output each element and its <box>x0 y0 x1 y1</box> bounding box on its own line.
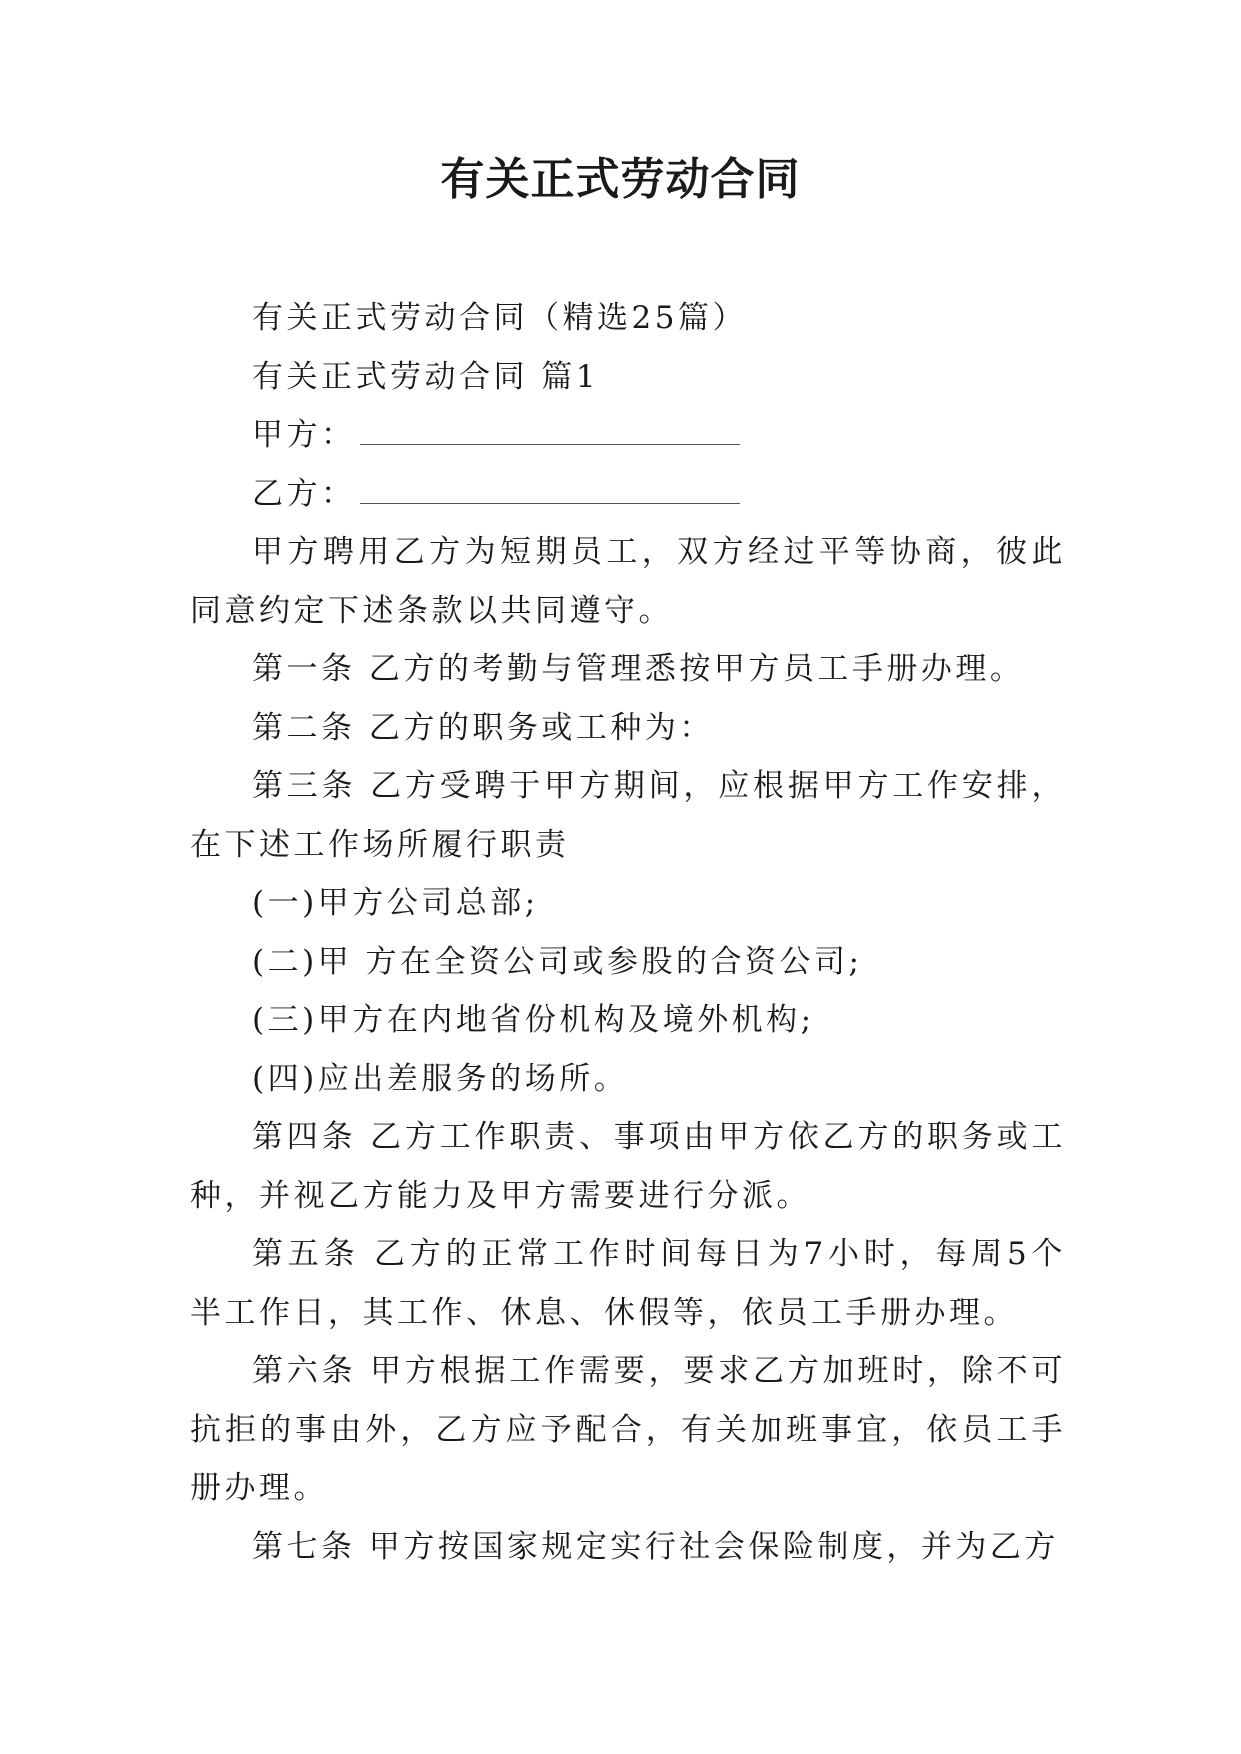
paragraph: 第二条 乙方的职务或工种为： <box>252 709 714 746</box>
paragraph: (四)应出差服务的场所。 <box>252 1060 629 1097</box>
paragraph: 第一条 乙方的考勤与管理悉按甲方员工手册办理。 <box>252 651 1025 687</box>
paragraph: (二)甲 方在全资公司或参股的合资公司; <box>252 943 863 980</box>
document-title: 有关正式劳动合同 <box>440 154 801 205</box>
paragraph: 第七条 甲方按国家规定实行社会保险制度，并为乙方 <box>252 1528 1059 1565</box>
document-subtitle: 有关正式劳动合同（精选25篇） <box>252 300 747 336</box>
paragraph: 第五条 乙方的正常工作时间每日为7小时，每周5个半工作日，其工作、休息、休假等，依员工手册办理。 <box>190 1236 1066 1331</box>
paragraph: (三)甲方在内地省份机构及境外机构; <box>252 1002 815 1038</box>
paragraph: 甲方聘用乙方为短期员工，双方经过平等协商，彼此同意约定下述条款以共同遵守。 <box>190 534 1066 629</box>
party-b-label: 乙方： <box>252 475 356 512</box>
section-heading: 有关正式劳动合同 篇1 <box>252 358 600 395</box>
party-a-line <box>190 406 1066 465</box>
party-a-label: 甲方： <box>252 417 356 453</box>
document-body <box>190 289 1066 1576</box>
paragraph: 第三条 乙方受聘于甲方期间，应根据甲方工作安排，在下述工作场所履行职责 <box>190 768 1066 863</box>
party-b-line <box>190 465 1066 524</box>
paragraph: 第六条 甲方根据工作需要，要求乙方加班时，除不可抗拒的事由外，乙方应予配合，有关加班事宜，依员工手册办理。 <box>190 1353 1066 1506</box>
party-b-blank <box>360 469 740 504</box>
party-a-blank <box>360 410 740 445</box>
paragraph: (一)甲方公司总部; <box>252 885 539 921</box>
paragraph: 第四条 乙方工作职责、事项由甲方依乙方的职务或工种，并视乙方能力及甲方需要进行分派。 <box>190 1119 1066 1214</box>
